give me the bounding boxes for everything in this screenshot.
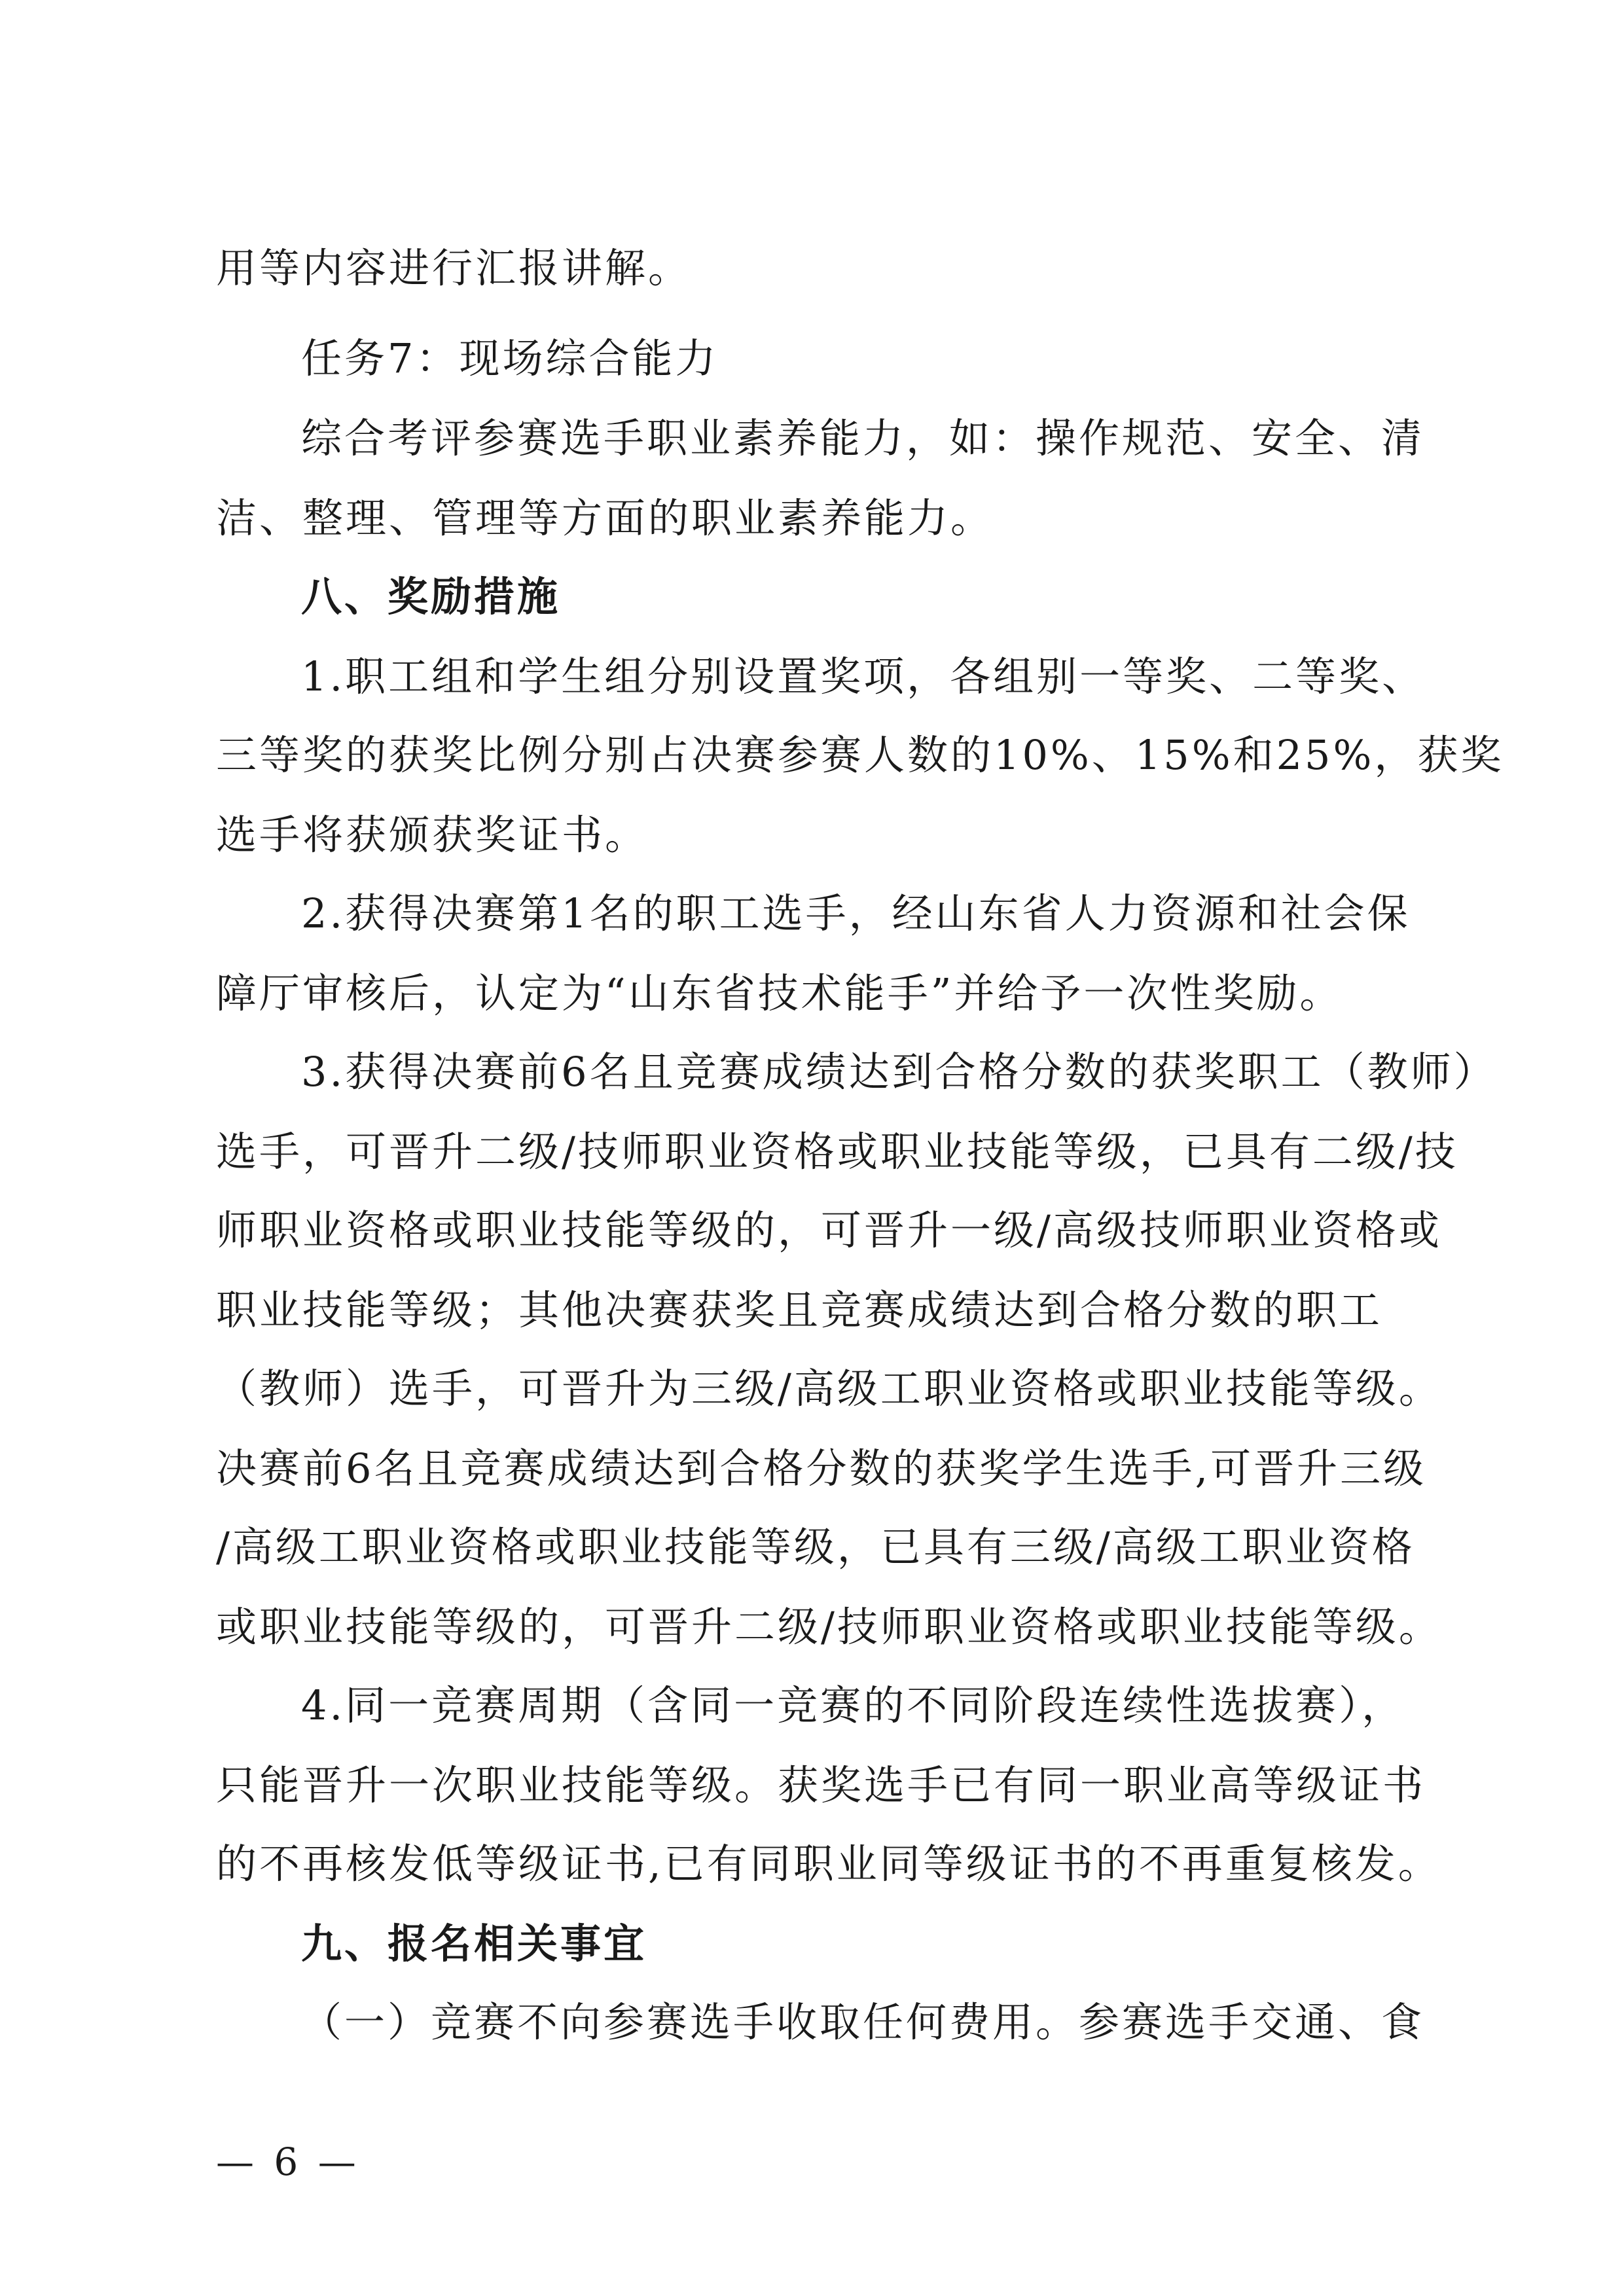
task-heading: 任务7：现场综合能力 [301,334,719,382]
body-text-line: 2.获得决赛第1名的职工选手，经山东省人力资源和社会保 [301,889,1411,937]
body-text-line: /高级工职业资格或职业技能等级，已具有三级/高级工职业资格 [216,1523,1415,1571]
body-text-line: 障厅审核后，认定为“山东省技术能手”并给予一次性奖励。 [216,969,1343,1017]
body-text-line: 职业技能等级；其他决赛获奖且竞赛成绩达到合格分数的职工 [216,1286,1383,1334]
body-text-line: 师职业资格或职业技能等级的，可晋升一级/高级技师职业资格或 [216,1206,1442,1254]
body-text-line: 选手将获颁获奖证书。 [216,811,649,859]
section-heading: 八、奖励措施 [301,573,561,620]
body-text-line: 只能晋升一次职业技能等级。获奖选手已有同一职业高等级证书 [216,1761,1426,1809]
body-text-line: （一）竞赛不向参赛选手收取任何费用。参赛选手交通、食 [301,1998,1425,2046]
body-text-line: 三等奖的获奖比例分别占决赛参赛人数的10%、15%和25%，获奖 [216,731,1504,779]
body-text-line: 或职业技能等级的，可晋升二级/技师职业资格或职业技能等级。 [216,1603,1442,1651]
body-text-line: 的不再核发低等级证书,已有同职业同等级证书的不再重复核发。 [216,1840,1441,1888]
body-text-line: 综合考评参赛选手职业素养能力，如：操作规范、安全、清 [301,414,1425,462]
body-text-line: 1.职工组和学生组分别设置奖项，各组别一等奖、二等奖、 [301,653,1426,700]
body-text-line: 洁、整理、管理等方面的职业素养能力。 [216,494,994,542]
body-text-line: 决赛前6名且竞赛成绩达到合格分数的获奖学生选手,可晋升三级 [216,1444,1427,1492]
body-text-line: 3.获得决赛前6名且竞赛成绩达到合格分数的获奖职工（教师） [301,1048,1497,1096]
body-text-line: 用等内容进行汇报讲解。 [216,244,692,292]
body-text-line: （教师）选手，可晋升为三级/高级工职业资格或职业技能等级。 [216,1365,1442,1412]
body-text-line: 选手，可晋升二级/技师职业资格或职业技能等级，已具有二级/技 [216,1128,1458,1175]
page-number: — 6 — [216,2140,360,2184]
section-heading: 九、报名相关事宜 [301,1920,647,1967]
body-text-line: 4.同一竞赛周期（含同一竞赛的不同阶段连续性选拔赛）， [301,1681,1405,1729]
